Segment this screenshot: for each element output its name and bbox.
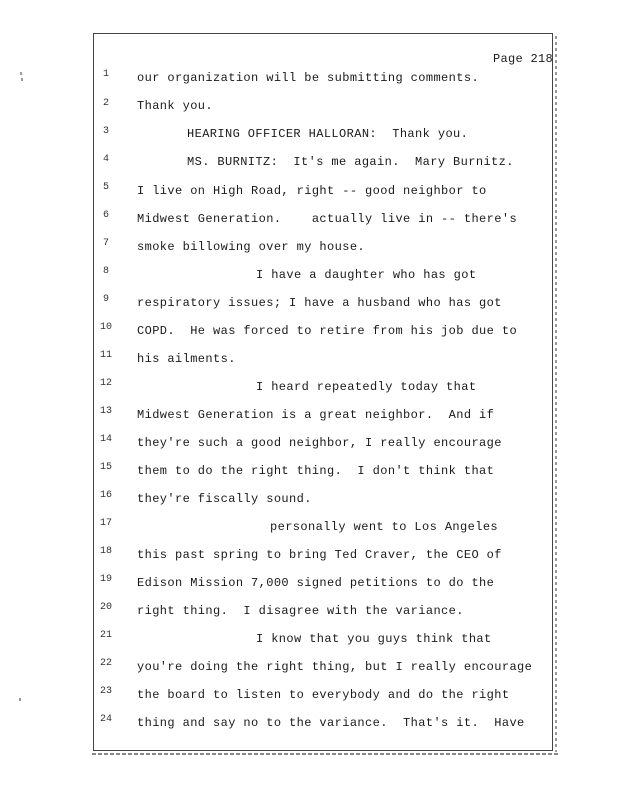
line-number: 12 <box>99 378 112 389</box>
scan-edge-right <box>555 36 557 752</box>
line-number: 21 <box>99 630 112 641</box>
line-text: thing and say no to the variance. That's it. Have <box>137 716 525 730</box>
line-number: 15 <box>99 462 112 473</box>
page-number: Page 218 <box>493 52 554 66</box>
line-text: our organization will be submitting comments. <box>137 71 480 85</box>
line-number: 10 <box>99 322 112 333</box>
line-text: personally went to Los Angeles <box>270 520 499 534</box>
scan-edge-bottom <box>92 753 558 755</box>
line-text: HEARING OFFICER HALLORAN: Thank you. <box>187 127 469 141</box>
line-text: Edison Mission 7,000 signed petitions to do the <box>137 576 495 590</box>
line-text: I live on High Road, right -- good neighbor to <box>137 184 487 198</box>
line-number: 4 <box>102 154 109 165</box>
line-text: COPD. He was forced to retire from his job due to <box>137 324 518 338</box>
line-number: 13 <box>99 406 112 417</box>
line-text: Thank you. <box>137 99 214 113</box>
line-text: you're doing the right thing, but I really encourage <box>137 660 533 674</box>
line-text: I have a daughter who has got <box>256 268 477 282</box>
scan-speck <box>20 72 22 75</box>
line-number: 8 <box>102 266 109 277</box>
line-text: Midwest Generation. actually live in -- there's <box>137 212 518 226</box>
line-number: 1 <box>102 69 109 80</box>
line-number: 5 <box>102 182 109 193</box>
line-number: 22 <box>99 658 112 669</box>
line-text: MS. BURNITZ: It's me again. Mary Burnitz. <box>187 155 514 169</box>
line-number: 7 <box>102 238 109 249</box>
line-number: 3 <box>102 126 109 137</box>
line-text: I heard repeatedly today that <box>256 380 477 394</box>
line-number: 23 <box>99 686 112 697</box>
line-number: 9 <box>102 294 109 305</box>
line-number: 19 <box>99 574 112 585</box>
line-text: right thing. I disagree with the variance. <box>137 604 464 618</box>
line-text: I know that you guys think that <box>256 632 492 646</box>
scan-speck <box>19 698 21 701</box>
line-number: 17 <box>99 518 112 529</box>
line-text: them to do the right thing. I don't think that <box>137 464 495 478</box>
line-number: 6 <box>102 210 109 221</box>
scan-speck <box>21 78 23 81</box>
line-text: the board to listen to everybody and do the right <box>137 688 510 702</box>
line-text: this past spring to bring Ted Craver, the CEO of <box>137 548 502 562</box>
line-text: smoke billowing over my house. <box>137 240 366 254</box>
line-text: Midwest Generation is a great neighbor. And if <box>137 408 495 422</box>
line-number: 16 <box>99 490 112 501</box>
line-text: they're such a good neighbor, I really encourage <box>137 436 502 450</box>
line-number: 14 <box>99 434 112 445</box>
line-number: 2 <box>102 98 109 109</box>
line-text: his ailments. <box>137 352 236 366</box>
line-number: 24 <box>99 714 112 725</box>
line-text: respiratory issues; I have a husband who has got <box>137 296 502 310</box>
line-number: 18 <box>99 546 112 557</box>
line-number: 11 <box>99 350 112 361</box>
line-number: 20 <box>99 602 112 613</box>
line-text: they're fiscally sound. <box>137 492 312 506</box>
